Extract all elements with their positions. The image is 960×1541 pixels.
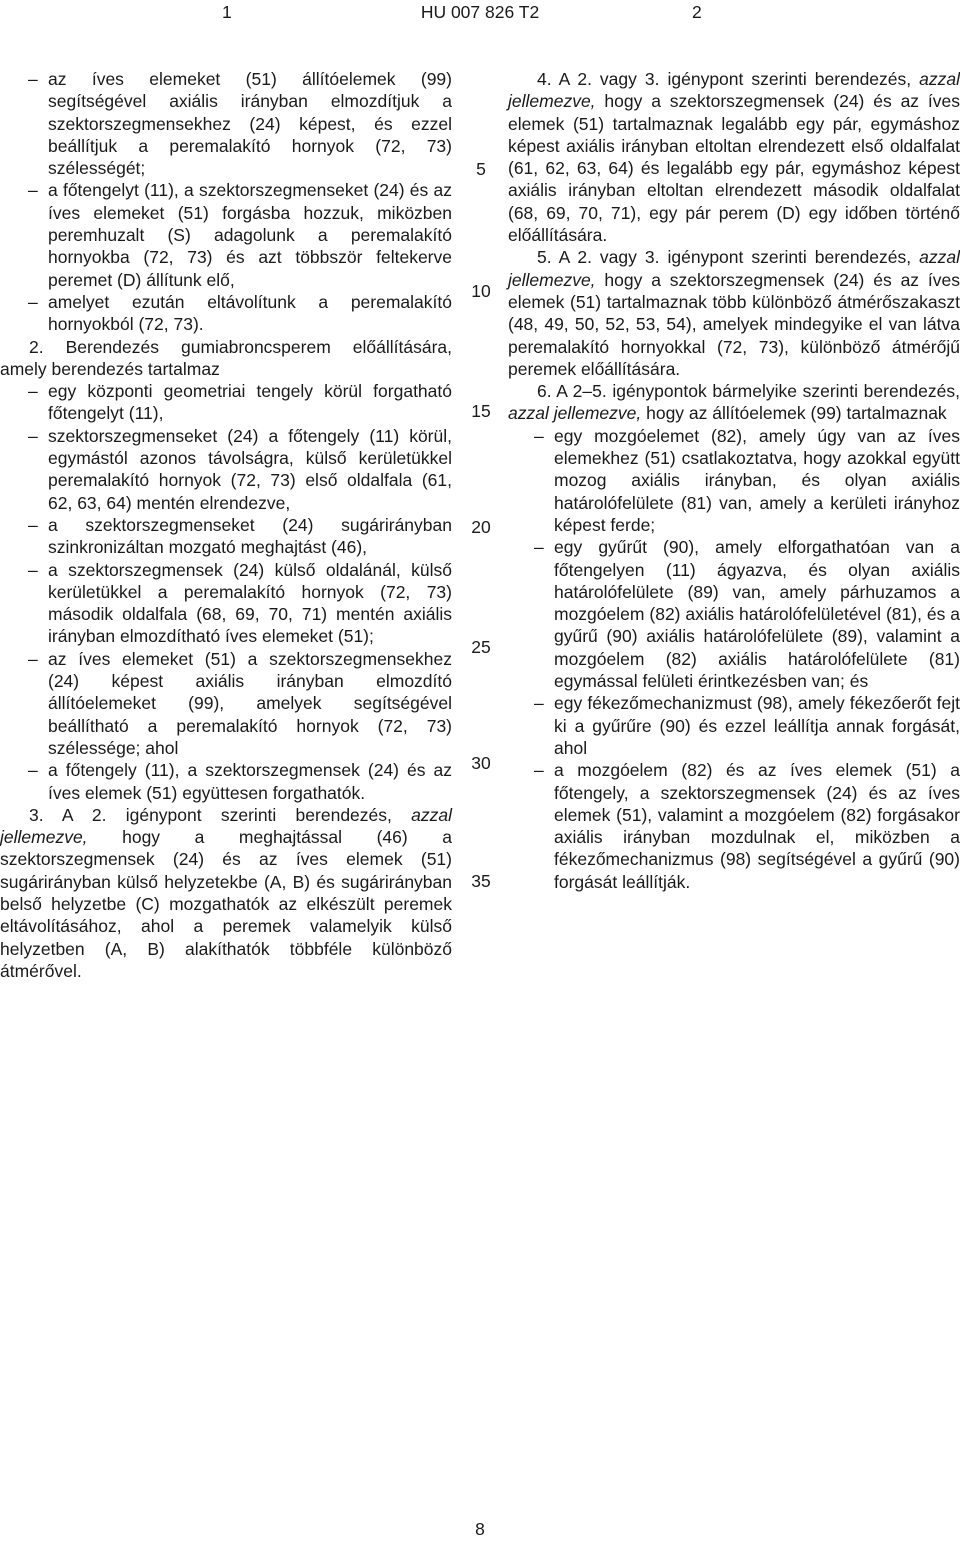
claim-1-item [0, 179, 452, 290]
claim-2-item-text: az íves elemeket (51) a szektorszegmensekhez (24) képest axiális irányban elmozdító állítóelemeket (99), amelyek segítségével beállítható a peremalakító hornyok (72, 73) szélessége; ahol [48, 648, 452, 758]
claim-6-item-text: egy gyűrűt (90), amely elforgathatóan van a főtengelyen (11) ágyazva, és olyan axiális határolófelülete (89) van, amely párhuzamos a mozgóelem (82) axiális határolófelületével (81), és a gyűrű (90) axiális határolófelülete (89), valamint a mozgóelem (82) axiális határolófelülete (81) egymással felületi érintkezésben van; és [554, 537, 960, 692]
claim-5-text: hogy a szektorszegmensek (24) és az íves elemek (51) tartalmaznak több különböző átmérőszakaszt (48, 49, 50, 52, 53, 54), amelyek mindegyike el van látva peremalakító hornyokkal (72, 73), különböző átmérőjű peremek előállítására. [508, 269, 960, 379]
claim-5 [508, 246, 960, 380]
claim-2-item-text: a szektorszegmensek (24) külső oldalánál, külső kerületükkel a peremalakító hornyok (72, 73) második oldalfala (68, 69, 70, 71) mentén axiális irányban elmozdítható íves elemeket (51); [48, 559, 452, 647]
claim-6-item-text: a mozgóelem (82) és az íves elemek (51) a főtengely, a szektorszegmensek (24) és az íves elemek (51), valamint a mozgóelem (82) forgásakor axiális irányban mozdulnak el, miközben a fékezőmechanizmus (98) segítségével a gyűrű (90) forgását leállítják. [554, 760, 960, 892]
claim-2-item [0, 425, 452, 514]
claim-3-text: 3. A 2. igénypont szerinti berendezés, [29, 804, 412, 825]
claim-2-item [0, 648, 452, 759]
claim-1-item [0, 68, 452, 179]
line-number: 35 [471, 871, 491, 891]
dash: – [28, 180, 38, 201]
claim-2-item-text: egy központi geometriai tengely körül forgatható főtengelyt (11), [48, 381, 452, 424]
claim-6-item [508, 692, 960, 759]
dash: – [28, 381, 38, 402]
dash: – [534, 693, 544, 714]
claim-6-text: hogy az állítóelemek (99) tartalmaznak [641, 403, 947, 424]
dash: – [28, 514, 38, 535]
claim-3-text: hogy a meghajtással (46) a szektorszegmensek (24) és az íves elemek (51) sugárirányban külső helyzetekbe (A, B) és sugárirányban belső helyzetbe (C) mozgathatók az elkészült peremek eltávolításához, ahol a peremek valamelyik külső helyzetben (A, B) alakíthatók többféle különböző átmérővel. [0, 827, 452, 981]
claim-5-text: 5. A 2. vagy 3. igénypont szerinti berendezés, [537, 247, 920, 268]
claim-6-item [508, 759, 960, 893]
line-number: 15 [471, 401, 491, 421]
dash: – [28, 559, 38, 580]
claim-4-text: 4. A 2. vagy 3. igénypont szerinti berendezés, [537, 69, 920, 89]
claim-6-item [508, 536, 960, 692]
page-number-right: 2 [692, 2, 702, 22]
line-number: 25 [471, 637, 491, 657]
claim-1-item-text: a főtengelyt (11), a szektorszegmenseket (24) és az íves elemeket (51) forgásba hozzuk, miközben peremhuzalt (S) adagolunk a peremalakító hornyokba (72, 73) és azt többször feltekerve peremet (D) állítunk elő, [48, 180, 452, 290]
line-number: 10 [471, 281, 491, 301]
claim-6-item-text: egy mozgóelemet (82), amely úgy van az íves elemekhez (51) csatlakoztatva, hogy azokkal együtt mozog axiális irányban, és olyan axiális határolófelülete (81) van, amely a kerületi irányhoz képest ferde; [554, 425, 960, 535]
claim-6-item-text: egy fékezőmechanizmust (98), amely fékezőerőt fejt ki a gyűrűre (90) és ezzel leállítja annak forgását, ahol [554, 693, 960, 758]
document-id: HU 007 826 T2 [420, 2, 540, 22]
dash: – [534, 425, 544, 446]
dash: – [534, 537, 544, 558]
dash: – [28, 69, 38, 89]
claim-5-emphasis: azzal jellemezve, [508, 247, 960, 290]
claim-2-item-text: a főtengely (11), a szektorszegmensek (24) és az íves elemek (51) együttesen forgathatók. [48, 760, 452, 803]
dash: – [534, 760, 544, 781]
footer-page-number: 8 [475, 1519, 485, 1539]
claim-4 [508, 68, 960, 246]
claim-2-item [0, 514, 452, 559]
left-column [0, 68, 452, 982]
claim-6-item [508, 425, 960, 536]
claim-2-item-text: szektorszegmenseket (24) a főtengely (11) körül, egymástól azonos távolságra, külső kerületükkel peremalakító hornyok (72, 73) első oldalfala (61, 62, 63, 64) mentén elrendezve, [48, 425, 452, 513]
dash: – [28, 760, 38, 781]
claim-2-item-text: a szektorszegmenseket (24) sugárirányban szinkronizáltan mozgató meghajtást (46), [48, 514, 452, 558]
claim-2-item [0, 759, 452, 804]
right-column [508, 68, 960, 893]
claim-3-emphasis: azzal jellemezve, [0, 804, 452, 848]
dash: – [28, 291, 38, 312]
claim-6-text: 6. A 2–5. igénypontok bármelyike szerinti berendezés, [537, 381, 960, 402]
claim-6-emphasis: azzal jellemezve, [508, 403, 642, 424]
claim-4-emphasis: azzal jellemezve, [508, 69, 960, 112]
dash: – [28, 648, 38, 669]
claim-1-item-text: amelyet ezután eltávolítunk a peremalakító hornyokból (72, 73). [48, 291, 452, 335]
line-number: 20 [471, 517, 491, 537]
claim-2-item [0, 559, 452, 648]
page-number-left: 1 [222, 2, 232, 22]
claim-3 [0, 804, 452, 982]
claim-2-intro: 2. Berendezés gumiabroncsperem előállítására, amely berendezés tartalmaz [0, 336, 452, 379]
claim-2-item [0, 380, 452, 425]
line-number: 30 [471, 753, 491, 773]
dash: – [28, 425, 38, 446]
claim-6 [508, 380, 960, 425]
claim-1-item [0, 291, 452, 336]
line-number: 5 [476, 159, 486, 179]
claim-1-item-text: az íves elemeket (51) állítóelemek (99) segítségével axiális irányban elmozdítjuk a szektorszegmensekhez (24) képest, és ezzel beállítjuk a peremalakító hornyok (72, 73) szélességét; [48, 69, 452, 179]
claim-4-text: hogy a szektorszegmensek (24) és az íves elemek (51) tartalmaznak legalább egy pár, egymáshoz képest axiális irányban eltoltan elrendezett első oldalfalat (61, 62, 63, 64) és legalább egy pár, egymáshoz képest axiális irányban eltoltan elrendezett második oldalfalat (68, 69, 70, 71), egy pár perem (D) egy időben történő előállítására. [508, 91, 960, 246]
